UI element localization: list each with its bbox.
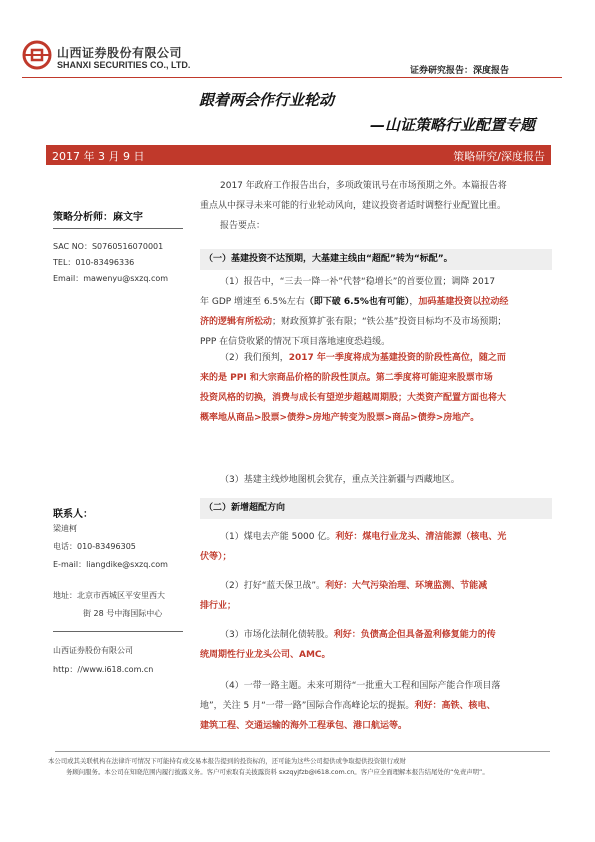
- highlight-text: 来的是 PPI 和大宗商品价格的阶段性顶点。第二季度将可能迎来股票市场: [200, 373, 493, 383]
- paragraph-line: （4）一带一路主题。未来可期待“一批重大工程和国际产能合作项目落: [220, 681, 501, 691]
- text-run: ；财政预算扩张有限；“铁公基”投资目标均不及市场预期；: [272, 317, 507, 327]
- highlight-text: 伏等）；: [200, 552, 232, 562]
- address-line-2: 街 28 号中海国际中心: [83, 609, 163, 618]
- highlight-text: 概率地从商品>股票>债券>房地产转变为股票>商品>债券>房地产。: [200, 413, 480, 423]
- analyst-tel: TEL：010-83496336: [53, 258, 135, 267]
- sidebar-company: 山西证券股份有限公司: [53, 646, 133, 655]
- paragraph-line: [200, 696, 552, 716]
- intro-line: 重点从中探寻未来可能的行业轮动风向，建议投资者适时调整行业配置比重。: [200, 201, 507, 211]
- address-line-1: 地址：北京市西城区平安里西大: [53, 591, 165, 600]
- footer-divider: [55, 751, 550, 752]
- section-heading-2: （二）新增超配方向: [200, 498, 552, 519]
- text-run: 地”，关注 5 月“一带一路”国际合作高峰论坛的提振。: [200, 701, 415, 711]
- highlight-text: 利好：: [335, 532, 363, 542]
- highlight-text: 济的逻辑有所松动: [200, 317, 273, 327]
- text-run: （3）市场化法制化债转股。: [220, 630, 334, 640]
- disclaimer-line: 务顾问服务。本公司在知晓范围内履行披露义务。客户可索取有关披露资料 sxzqyjfzb@i618.com.cn。客户应全面理解本报告结尾处的“免责声明”。: [66, 768, 489, 776]
- text-run: （1）煤电去产能 5000 亿。: [220, 532, 336, 542]
- sidebar-divider: [53, 228, 183, 229]
- company-name-cn: 山西证券股份有限公司: [57, 46, 183, 60]
- text-run: （2）打好“蓝天保卫战”。: [220, 581, 326, 591]
- coin-logo-icon: [22, 40, 52, 70]
- report-subtitle: —山证策略行业配置专题: [369, 116, 535, 134]
- report-category: 策略研究/深度报告: [453, 150, 545, 163]
- highlight-text: 排行业；: [200, 601, 237, 611]
- paragraph-line: [200, 527, 552, 547]
- disclaimer: [48, 756, 558, 778]
- analyst-name: 策略分析师：麻文宇: [53, 212, 143, 223]
- company-name-en: SHANXI SECURITIES CO., LTD.: [57, 60, 191, 70]
- paragraph-line: （1）报告中，“三去一降一补”代替“稳增长”的首要位置；调降 2017: [220, 277, 496, 287]
- section1-paragraph-2: [200, 348, 552, 428]
- highlight-text: 建筑工程、交通运输的海外工程承包、港口航运等。: [200, 721, 408, 731]
- date-bar: [46, 145, 551, 165]
- analyst-email[interactable]: Email：mawenyu@sxzq.com: [53, 274, 169, 283]
- report-title: 跟着两会作行业轮动: [199, 91, 335, 109]
- paragraph-line: （3）基建主线炒地图机会犹存，重点关注新疆与西藏地区。: [220, 475, 460, 485]
- section1-paragraph-1: [200, 272, 552, 352]
- paragraph-line: [200, 625, 552, 645]
- contact-name: 梁迪柯: [53, 524, 77, 533]
- company-website[interactable]: http：//www.i618.com.cn: [53, 665, 154, 674]
- highlight-text: 利好：: [333, 630, 361, 640]
- intro-line: 2017 年政府工作报告出台，多项政策讯号在市场预期之外。本篇报告将: [220, 181, 507, 191]
- sidebar-divider: [53, 631, 183, 632]
- section2-item-4: [200, 676, 552, 736]
- highlight-text: 大气污染治理、环境监测、节能减: [352, 581, 488, 591]
- section2-item-1: [200, 527, 552, 567]
- text-run: （2）我们预判，: [220, 353, 289, 363]
- highlight-text: 煤电行业龙头、清洁能源（核电、光: [362, 532, 507, 542]
- contact-email[interactable]: E-mail：liangdike@sxzq.com: [53, 560, 168, 569]
- section-heading-1: （一）基建投资不达预期，大基建主线由“超配”转为“标配”。: [200, 249, 552, 270]
- highlight-text: 利好：: [325, 581, 353, 591]
- intro-paragraph: [200, 176, 552, 236]
- highlight-text: 利好：高铁、核电、: [414, 701, 496, 711]
- contact-tel: 电话：010-83496305: [53, 542, 136, 551]
- paragraph-line: [200, 348, 552, 368]
- highlight-text: 2017 年一季度将成为基建投资的阶段性高位，随之而: [288, 353, 506, 363]
- header-divider: [22, 77, 562, 78]
- paragraph-line: PPP 在信贷收紧的情况下项目落地速度恐趋缓。: [200, 337, 391, 347]
- paragraph-line: [200, 576, 552, 596]
- section2-item-3: [200, 625, 552, 665]
- section2-item-2: [200, 576, 552, 616]
- intro-line: 报告要点：: [220, 221, 266, 231]
- highlight-text: 加码基建投资以拉动经: [418, 297, 509, 307]
- report-date: 2017 年 3 月 9 日: [52, 150, 145, 163]
- highlight-text: 统周期性行业龙头公司、AMC。: [200, 650, 331, 660]
- highlight-text: 负债高企但具备盈利修复能力的传: [360, 630, 496, 640]
- text-run: （即下破 6.5%也有可能）: [304, 297, 410, 307]
- section1-paragraph-3: [200, 470, 552, 490]
- report-type: 证券研究报告：深度报告: [409, 66, 509, 76]
- disclaimer-line: 本公司或其关联机构在法律许可情况下可能持有或交易本报告提到的投资标的，还可能为这些公司提供或争取提供投资银行或财: [48, 757, 406, 765]
- contact-title: 联系人：: [53, 509, 93, 520]
- analyst-sac: SAC NO：S0760516070001: [53, 242, 164, 251]
- paragraph-line: [200, 292, 552, 312]
- text-run: ，: [409, 297, 419, 307]
- highlight-text: 投资风格的切换，消费与成长有望逆步超越周期股；大类资产配置方面也将大: [200, 393, 507, 403]
- text-run: 年 GDP 增速至 6.5%左右: [200, 297, 305, 307]
- paragraph-line: [200, 312, 552, 332]
